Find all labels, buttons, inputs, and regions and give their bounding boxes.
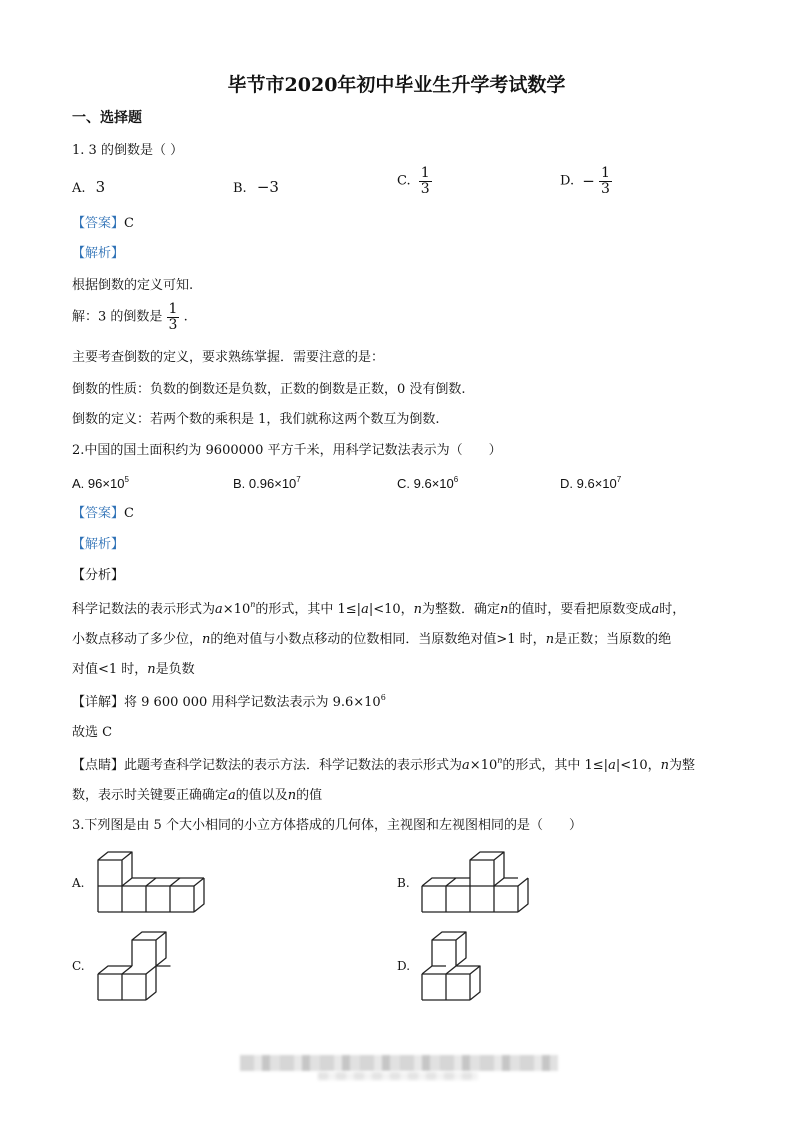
q2-p3a-var: n <box>147 662 156 677</box>
q1-option-a-text: 3 <box>95 178 106 196</box>
q2-p1d-var: n <box>500 602 509 617</box>
q2-answer <box>72 506 134 522</box>
q1-analysis-line4: 倒数的性质：负数的倒数还是负数，正数的倒数是正数，0 没有倒数. <box>72 382 466 397</box>
q2-p2a: 小数点移动了多少位， <box>72 632 203 647</box>
q2-d1b-var: a <box>608 758 616 773</box>
q3-figure-b <box>420 848 520 916</box>
q1-answer-tag: 【答案】 <box>72 216 125 231</box>
q2-d1-var: a <box>462 758 470 773</box>
q2-p2b-var: n <box>545 632 555 647</box>
q1-option-b-text: −3 <box>256 178 279 196</box>
q2-p1c: |<10， <box>368 602 414 617</box>
q1-solution-numerator: 1 <box>168 301 178 317</box>
q2-dianjing-tag: 【点睛】 <box>72 758 125 773</box>
q3-option-b-label: B. <box>397 876 410 890</box>
q2-d1b: 的形式，其中 1≤| <box>502 758 609 773</box>
q2-d2c: 的值 <box>296 788 323 803</box>
q2-p1e-var: a <box>651 602 660 617</box>
q2-p3b: 是负数 <box>155 662 195 677</box>
q2-d1-mid: ×10 <box>469 758 498 773</box>
q2-d2-var2: n <box>287 788 297 803</box>
q2-detail <box>72 693 386 711</box>
q2-answer-tag: 【答案】 <box>72 506 125 521</box>
q1-option-c <box>397 166 432 196</box>
q2-p1a: 科学记数法的表示形式为 <box>72 602 216 617</box>
q1-option-d-sign: − <box>582 172 595 191</box>
q3-figure-a <box>96 848 196 916</box>
q1-analysis-line5: 倒数的定义：若两个数的乘积是 1，我们就称这两个数互为倒数. <box>72 412 440 427</box>
q1-option-c-denominator: 3 <box>420 180 430 197</box>
q1-option-c-label: C. <box>397 173 411 189</box>
q2-p1a-exp: n <box>250 600 256 609</box>
q2-d2a: 数，表示时关键要正确确定 <box>72 788 229 803</box>
q2-option-d-exp: 7 <box>616 475 622 484</box>
q2-d1a: 此题考查科学记数法的表示方法．科学记数法的表示形式为 <box>124 758 463 773</box>
q2-option-d-label: D. <box>560 476 573 491</box>
q2-analysis-line1 <box>72 600 685 618</box>
q1-option-b-label: B. <box>233 181 247 196</box>
q2-d2-var: a <box>228 788 236 803</box>
q2-p2c: 是正数；当原数的绝 <box>554 632 672 647</box>
q2-analysis-line2 <box>72 632 671 648</box>
blurred-footer-watermark-line2 <box>318 1072 478 1080</box>
q1-option-c-fraction <box>419 166 432 196</box>
q3-option-d-label: D. <box>397 959 411 973</box>
q2-p1a-mid: ×10 <box>222 602 251 617</box>
q1-option-c-numerator: 1 <box>420 165 430 181</box>
q1-option-d <box>560 166 612 196</box>
q2-d1c-var: n <box>660 758 670 773</box>
q2-p1e: 的值时，要看把原数变成 <box>508 602 652 617</box>
q2-option-c <box>397 475 458 492</box>
q1-solution-text: 解：3 的倒数是 <box>72 309 163 325</box>
q2-option-c-exp: 6 <box>453 475 459 484</box>
q2-stem: 2.中国的国土面积约为 9600000 平方千米，用科学记数法表示为（ ） <box>72 443 502 458</box>
q3-option-a-label: A. <box>72 876 85 890</box>
q2-option-b <box>233 475 301 492</box>
section-heading: 一、选择题 <box>72 110 142 126</box>
q2-detail-text: 将 9 600 000 用科学记数法表示为 9.6×10 <box>124 695 381 710</box>
q1-answer <box>72 216 134 232</box>
q1-option-d-label: D. <box>560 173 575 189</box>
q2-option-a-label: A. <box>72 476 85 491</box>
q2-option-d <box>560 475 621 492</box>
q3-stem: 3.下列图是由 5 个大小相同的小立方体搭成的几何体，主视图和左视图相同的是（ ） <box>72 818 582 833</box>
q2-p1b-var: a <box>361 602 369 617</box>
q1-option-d-fraction <box>599 166 612 196</box>
blurred-footer-watermark <box>240 1055 558 1071</box>
q2-p1a-var: a <box>215 602 223 617</box>
q1-solution-line <box>72 302 188 332</box>
q2-d1c: |<10， <box>615 758 661 773</box>
q2-analysis-line3 <box>72 662 195 678</box>
q2-option-b-base: 0.96×10 <box>248 476 297 491</box>
q2-p2a-var: n <box>202 632 211 647</box>
q2-detail-exp: 6 <box>380 693 386 702</box>
q2-option-d-base: 9.6×10 <box>576 476 617 491</box>
q3-option-c-label: C. <box>72 959 85 973</box>
q1-solution-period: . <box>183 309 188 325</box>
q1-analysis-line3: 主要考查倒数的定义，要求熟练掌握．需要注意的是： <box>72 350 385 365</box>
q2-option-a-exp: 5 <box>124 475 129 484</box>
q2-p1b: 的形式，其中 1≤| <box>255 602 362 617</box>
q2-dianjing-line2 <box>72 788 322 804</box>
q2-p2b: 的绝对值与小数点移动的位数相同．当原数绝对值>1 时， <box>210 632 546 647</box>
q2-fenxi-tag: 【分析】 <box>72 568 125 583</box>
q3-figure-d <box>420 932 500 1004</box>
q1-option-d-denominator: 3 <box>600 180 610 197</box>
q2-choose: 故选 C <box>72 725 113 740</box>
q2-d1-exp: n <box>497 756 503 765</box>
q2-dianjing-line1 <box>72 756 695 774</box>
q1-analysis-line1: 根据倒数的定义可知. <box>72 278 194 293</box>
q2-p1d: 为整数．确定 <box>422 602 501 617</box>
q2-p1c-var: n <box>413 602 423 617</box>
q1-option-d-numerator: 1 <box>600 165 610 181</box>
q2-option-a-base: 96×10 <box>87 476 125 491</box>
q2-detail-tag: 【详解】 <box>72 695 125 710</box>
q1-option-b <box>233 178 279 197</box>
q2-d2b: 的值以及 <box>235 788 288 803</box>
q1-answer-value: C <box>124 216 134 231</box>
q2-option-b-exp: 7 <box>296 475 301 484</box>
q2-analysis-tag: 【解析】 <box>72 537 125 552</box>
q1-option-a-label: A. <box>72 181 86 196</box>
q2-option-b-label: B. <box>233 476 246 491</box>
q1-solution-denominator: 3 <box>168 316 178 333</box>
q1-analysis-tag: 【解析】 <box>72 246 125 261</box>
q2-answer-value: C <box>124 506 134 521</box>
q1-option-a <box>72 178 105 197</box>
q2-option-c-label: C. <box>397 476 410 491</box>
q2-d1d: 为整 <box>669 758 696 773</box>
q2-option-c-base: 9.6×10 <box>413 476 454 491</box>
q2-p3a: 对值<1 时， <box>72 662 148 677</box>
q1-stem: 1. 3 的倒数是（ ） <box>72 143 184 158</box>
page-title: 毕节市2020年初中毕业生升学考试数学 <box>227 74 566 96</box>
q1-solution-fraction <box>167 302 180 332</box>
q3-figure-c <box>96 932 176 1004</box>
q2-option-a <box>72 475 129 492</box>
q2-p1f: 时， <box>659 602 686 617</box>
